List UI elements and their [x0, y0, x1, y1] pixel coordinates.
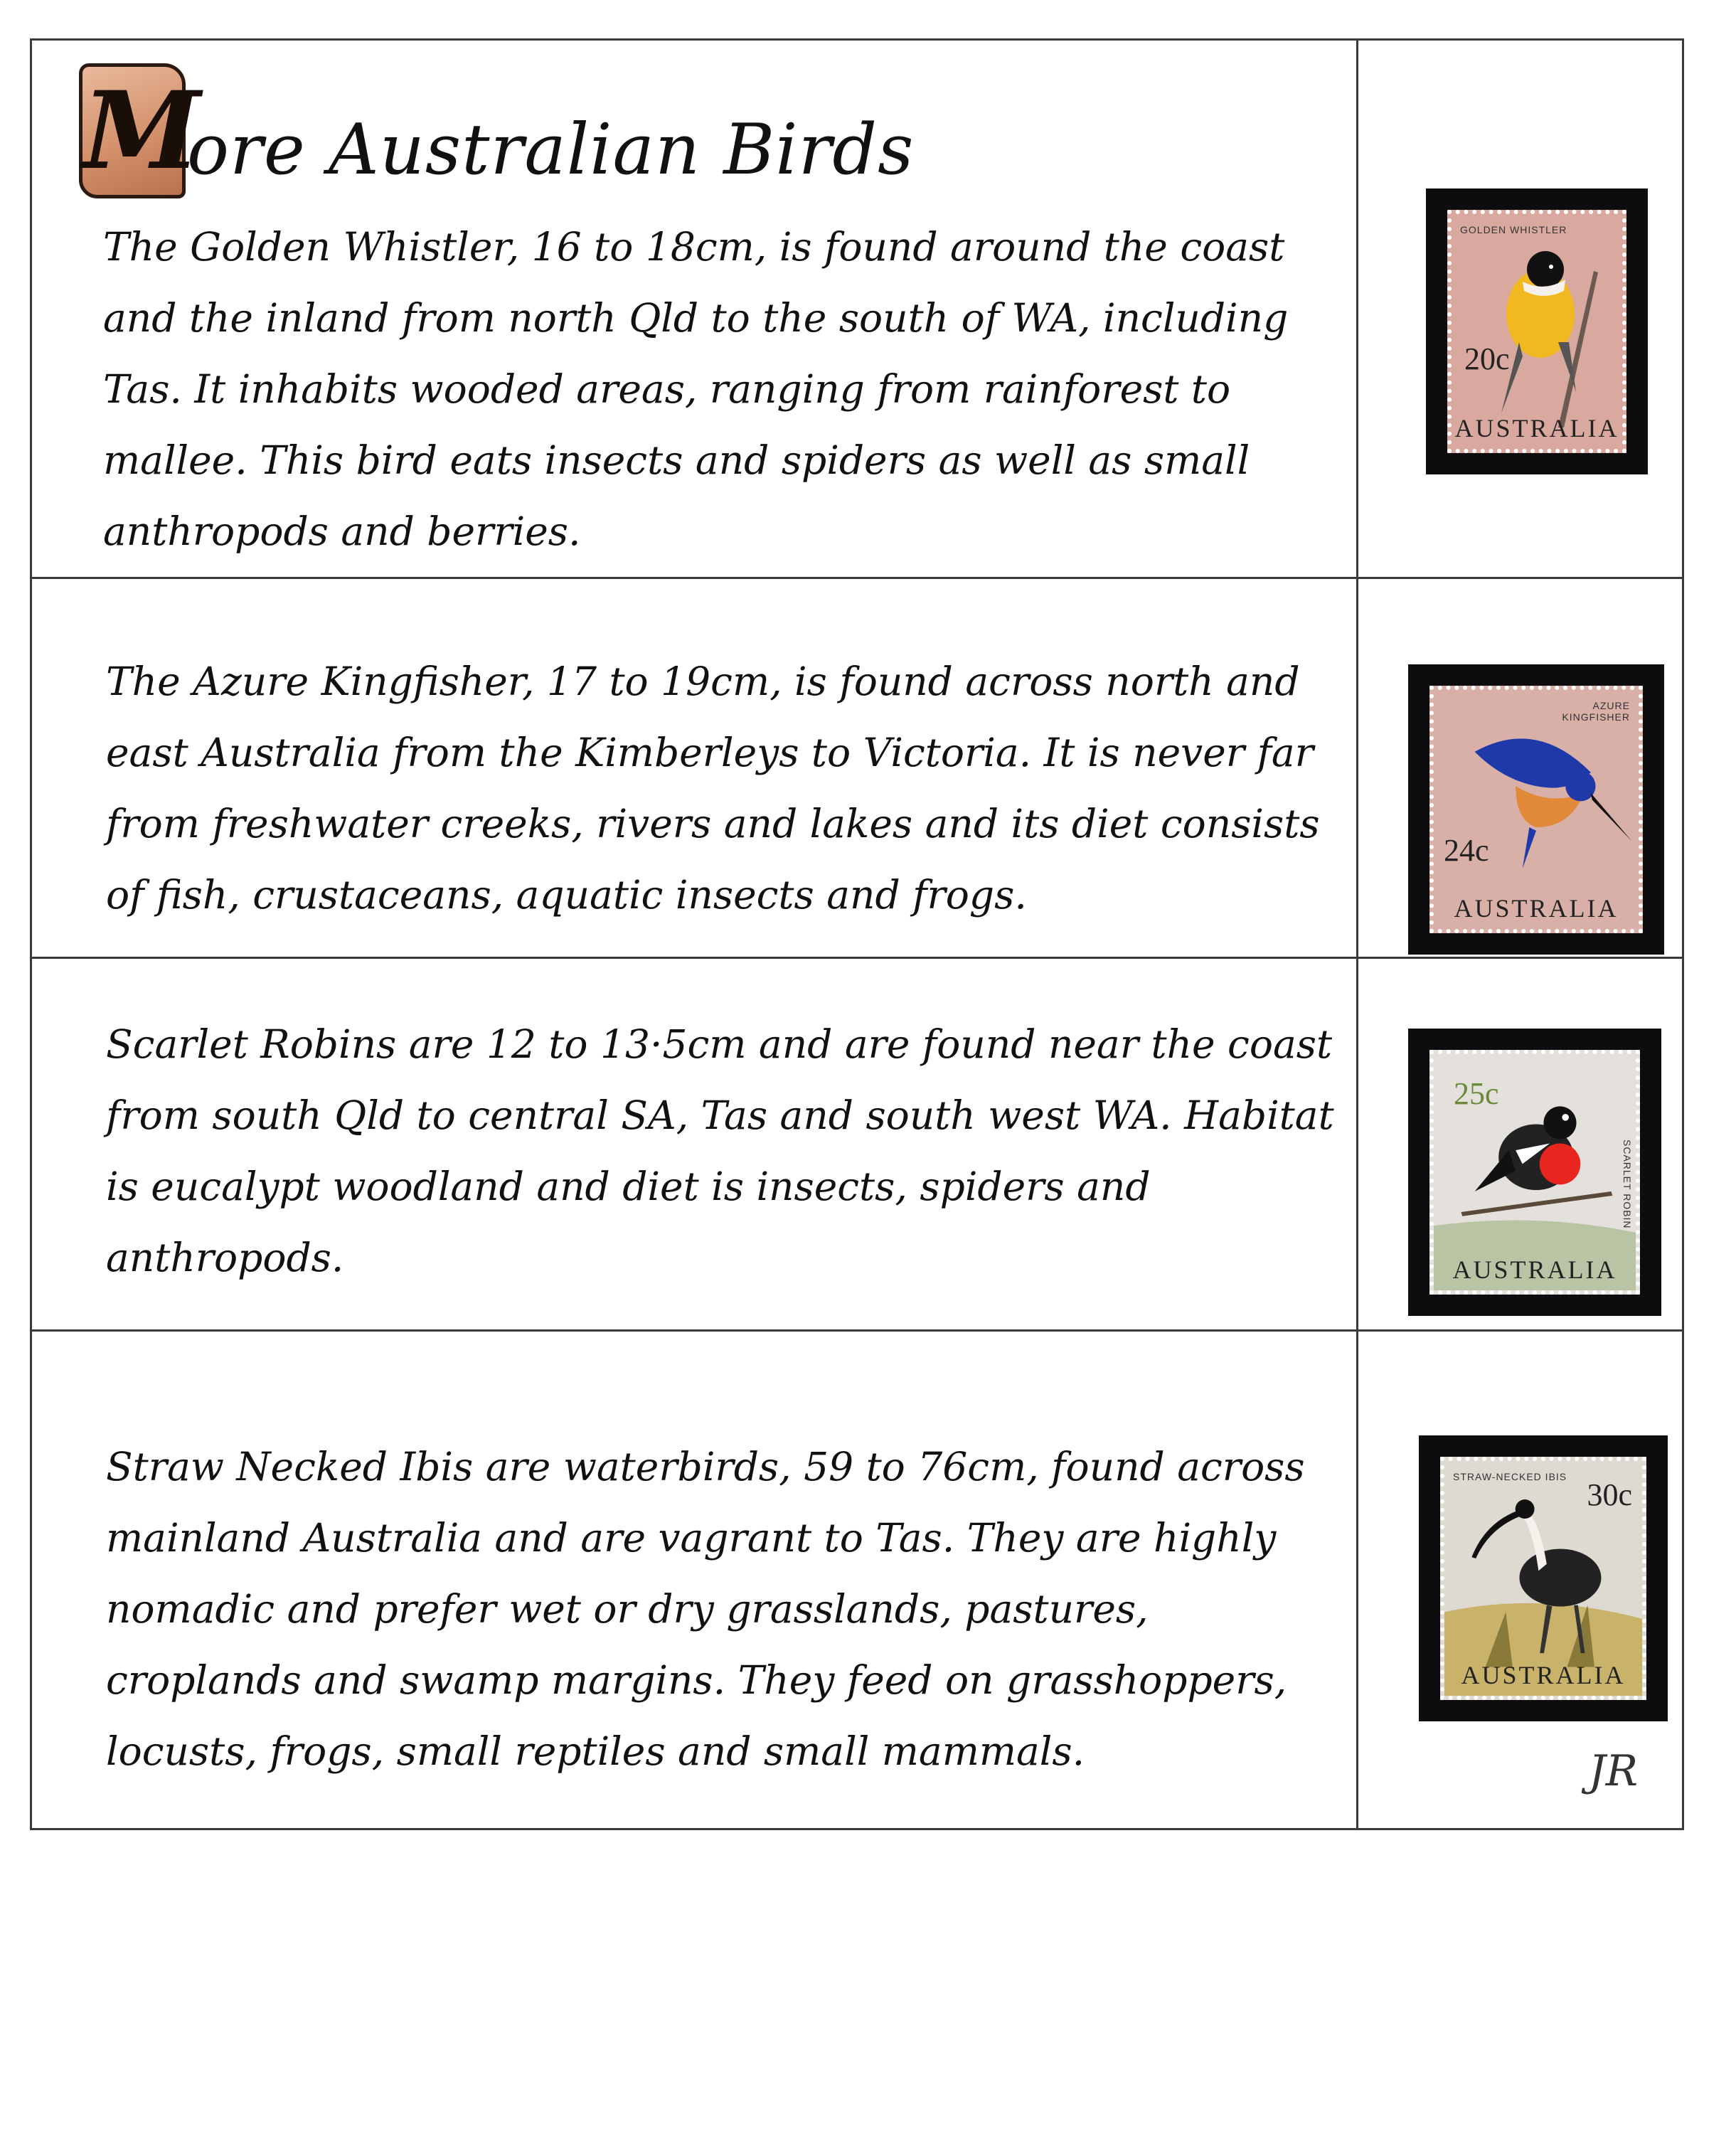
entry-description: Scarlet Robins are 12 to 13·5cm and are found near the coast from south Qld to central SA, Tas and south west WA. Habitat is eucalypt woodland and diet is insects, spiders and anthropods. — [106, 1021, 1334, 1280]
stamp-country: AUSTRALIA — [1452, 1255, 1617, 1284]
illuminated-initial: M — [79, 63, 186, 198]
stamp-straw-necked-ibis — [1440, 1457, 1646, 1700]
entry-description: Straw Necked Ibis are waterbirds, 59 to 76cm, found across mainland Australia and are vagrant to Tas. They are highly nomadic and prefer wet or dry grasslands, pastures, croplands and swamp margins. They feed on grasshoppers, locusts, frogs, small reptiles and small mammals. — [106, 1444, 1305, 1774]
stamp-name: AZURE KINGFISHER — [1562, 700, 1630, 723]
entry-description: The Azure Kingfisher, 17 to 19cm, is found across north and east Australia from the Kimberleys to Victoria. It is never far from freshwater creeks, rivers and lakes and its diet consists of fish, crustaceans, aquatic insects and frogs. — [106, 659, 1320, 918]
stamp-name: STRAW-NECKED IBIS — [1453, 1471, 1567, 1482]
page-title — [79, 56, 914, 198]
stamp-value: 25c — [1454, 1076, 1499, 1111]
stamp-value: 24c — [1444, 833, 1489, 868]
stamp-country: AUSTRALIA — [1461, 1661, 1626, 1689]
stamp-value: 20c — [1464, 341, 1510, 376]
stamp-golden-whistler — [1447, 210, 1626, 453]
text-cell — [32, 959, 1356, 1329]
stamp-azure-kingfisher — [1429, 686, 1643, 933]
entry-row-golden-whistler — [32, 41, 1682, 577]
stamp-mount — [1408, 1029, 1661, 1316]
stamp-cell — [1358, 41, 1682, 577]
stamp-scarlet-robin — [1429, 1050, 1640, 1295]
stamp-cell — [1358, 959, 1682, 1329]
stamp-cell — [1358, 579, 1682, 957]
entry-row-azure-kingfisher — [32, 577, 1682, 957]
stamp-name: GOLDEN WHISTLER — [1460, 224, 1567, 235]
text-cell — [32, 41, 1356, 577]
stamp-country: AUSTRALIA — [1454, 894, 1619, 923]
entry-row-straw-necked-ibis — [32, 1329, 1682, 1828]
stamp-cell — [1358, 1332, 1682, 1828]
text-cell — [32, 579, 1356, 957]
text-cell — [32, 1332, 1356, 1828]
entry-description: The Golden Whistler, 16 to 18cm, is found around the coast and the inland from north Qld to the south of WA, including Tas. It inhabits wooded areas, ranging from rainforest to mallee. This bird eats insects and spiders as well as small anthropods and berries. — [103, 224, 1289, 554]
author-signature: JR — [1588, 1746, 1638, 1796]
entry-row-scarlet-robin — [32, 957, 1682, 1329]
stamp-mount — [1426, 188, 1648, 474]
stamp-value: 30c — [1587, 1477, 1632, 1512]
stamp-mount — [1419, 1435, 1668, 1721]
stamp-name: SCARLET ROBIN — [1621, 1140, 1633, 1229]
page-title-text: ore Australian Birds — [187, 110, 915, 191]
album-page-frame — [30, 38, 1684, 1830]
stamp-mount — [1408, 664, 1664, 955]
stamp-country: AUSTRALIA — [1454, 414, 1619, 442]
